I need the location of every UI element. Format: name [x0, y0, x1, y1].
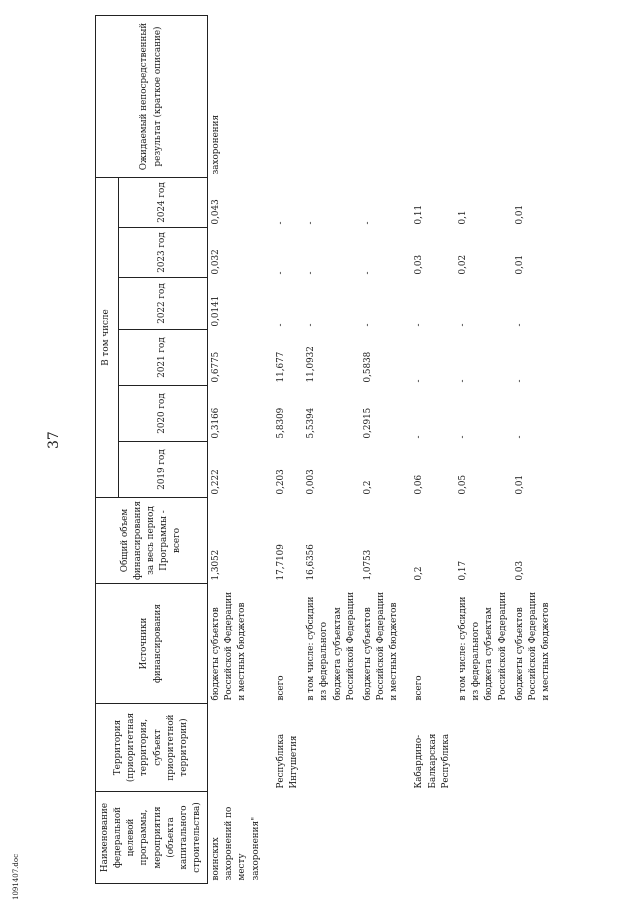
row-2022: - — [458, 323, 468, 327]
row-territory: Республика Ингушетия — [275, 733, 299, 789]
table-row — [265, 16, 303, 884]
row-name — [265, 792, 303, 884]
row-result — [265, 16, 303, 178]
header-year-2022: 2022 год — [119, 278, 208, 330]
row-2022: - — [275, 323, 286, 327]
header-year-2020: 2020 год — [119, 386, 208, 442]
row-name — [360, 792, 404, 884]
row-source: бюджеты субъектов Российской Федерации и местных бюджетов — [362, 591, 400, 701]
header-result: Ожидаемый непосредственный результат (краткое описание) — [96, 16, 208, 178]
row-total: 17,7109 — [275, 544, 286, 581]
header-sources: Источники финансирования — [96, 584, 208, 704]
row-2022: - — [362, 323, 373, 327]
row-source: в том числе: субсидии из федерального бюджета субъектам Российской Федерации — [458, 591, 508, 701]
row-territory — [208, 704, 265, 792]
header-territory: Территория (приоритетная территория, субъект приоритетной территории) — [96, 704, 208, 792]
table-row — [512, 16, 556, 884]
rotated-table-container — [95, 22, 615, 884]
row-name — [303, 792, 360, 884]
row-territory — [360, 704, 404, 792]
row-result — [403, 16, 455, 178]
row-result — [512, 16, 556, 178]
financing-table — [95, 15, 555, 884]
row-2023: 0,01 — [514, 254, 525, 275]
row-2024: - — [362, 221, 373, 225]
row-2024: 0,043 — [211, 199, 221, 225]
row-2024: - — [275, 221, 286, 225]
row-2022: - — [414, 323, 425, 327]
row-name — [455, 792, 512, 884]
row-2020: - — [414, 435, 425, 439]
document-code: 1091407.doc — [12, 853, 20, 900]
row-2020: 0,3166 — [211, 407, 221, 439]
row-total: 0,2 — [414, 566, 425, 581]
table-row — [208, 16, 265, 884]
table-row — [360, 16, 404, 884]
row-total: 0,17 — [458, 560, 468, 581]
row-2021: 11,677 — [275, 351, 286, 383]
header-year-2019: 2019 год — [119, 442, 208, 498]
row-territory — [512, 704, 556, 792]
row-total: 1,3052 — [211, 549, 221, 581]
row-2023: - — [362, 271, 373, 275]
row-2020: 5,8309 — [275, 407, 286, 439]
header-in-that-number: В том числе — [96, 178, 119, 498]
table-row — [403, 16, 455, 884]
row-2021: - — [514, 379, 525, 383]
row-2019: 0,05 — [458, 474, 468, 495]
row-2022: - — [514, 323, 525, 327]
row-name — [403, 792, 455, 884]
row-2023: 0,032 — [211, 249, 221, 275]
table-header — [96, 16, 208, 884]
row-2020: - — [458, 435, 468, 439]
row-total: 0,03 — [514, 560, 525, 581]
row-2021: - — [414, 379, 425, 383]
row-2023: 0,03 — [414, 254, 425, 275]
row-source: в том числе: субсидии из федерального бюджета субъектам Российской Федерации — [306, 591, 356, 701]
row-2023: - — [275, 271, 286, 275]
row-name: воинских захоронений по месту захоронения" — [211, 806, 261, 881]
row-2021: 11,0932 — [306, 346, 317, 383]
row-2019: 0,2 — [362, 480, 373, 495]
row-source: бюджеты субъектов Российской Федерации и местных бюджетов — [514, 591, 552, 701]
header-name: Наименование федеральной целевой программы, мероприятия (объекта капитального строительства) — [96, 792, 208, 884]
header-year-2024: 2024 год — [119, 178, 208, 228]
row-source: всего — [414, 675, 425, 701]
row-2021: 0,6775 — [211, 351, 221, 383]
header-total: Общий объем финансирования за весь период Программы - всего — [96, 498, 208, 584]
row-2020: - — [514, 435, 525, 439]
row-result — [303, 16, 360, 178]
row-2021: 0,5838 — [362, 351, 373, 383]
row-2020: 5,5394 — [306, 407, 317, 439]
row-result: захоронения — [211, 114, 221, 175]
row-2023: - — [306, 271, 317, 275]
row-source: всего — [275, 675, 286, 701]
table-row — [455, 16, 512, 884]
row-2019: 0,222 — [211, 469, 221, 495]
table-row — [303, 16, 360, 884]
row-territory — [455, 704, 512, 792]
row-name — [512, 792, 556, 884]
page-number: 37 — [46, 431, 62, 449]
row-2024: - — [306, 221, 317, 225]
row-total: 1,0753 — [362, 549, 373, 581]
row-2019: 0,06 — [414, 474, 425, 495]
row-total: 16,6356 — [306, 544, 317, 581]
row-result — [360, 16, 404, 178]
row-territory — [303, 704, 360, 792]
row-2023: 0,02 — [458, 254, 468, 275]
row-2024: 0,01 — [514, 204, 525, 225]
row-2022: 0,0141 — [211, 295, 221, 327]
header-year-2021: 2021 год — [119, 330, 208, 386]
row-2019: 0,203 — [275, 469, 286, 495]
row-result — [455, 16, 512, 178]
row-2024: 0,11 — [414, 204, 425, 225]
row-2022: - — [306, 323, 317, 327]
row-source: бюджеты субъектов Российской Федерации и местных бюджетов — [211, 591, 248, 701]
header-year-2023: 2023 год — [119, 228, 208, 278]
row-2020: 0,2915 — [362, 407, 373, 439]
row-territory: Кабардино-Балкарская Республика — [414, 733, 451, 789]
row-2024: 0,1 — [458, 210, 468, 225]
row-2019: 0,003 — [306, 469, 317, 495]
row-2019: 0,01 — [514, 474, 525, 495]
row-2021: - — [458, 379, 468, 383]
